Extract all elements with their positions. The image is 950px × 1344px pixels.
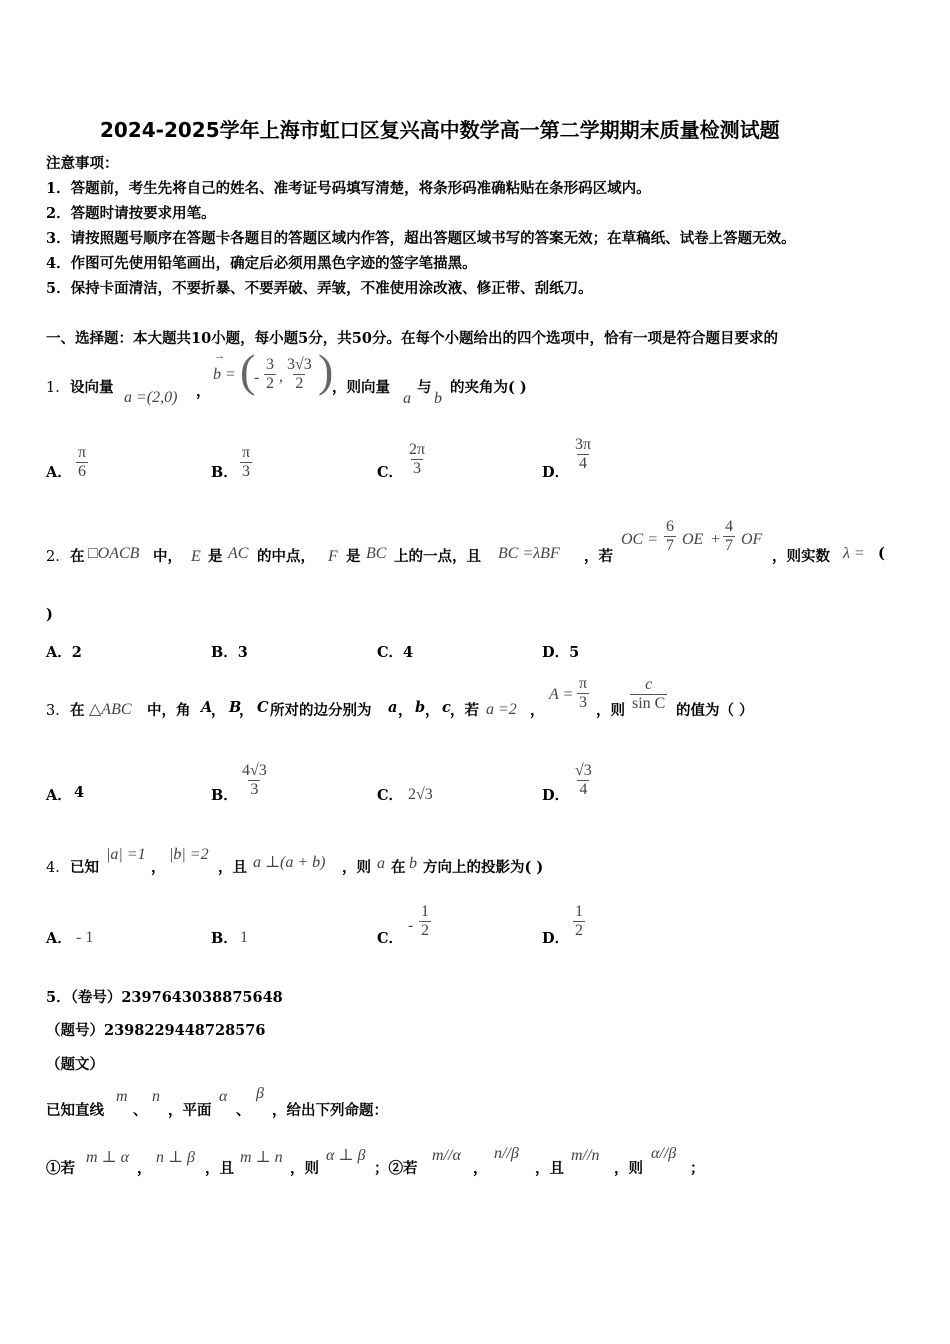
minus-sign: - xyxy=(254,369,260,386)
question-text: 在 xyxy=(391,859,406,876)
formula: b = xyxy=(213,366,236,383)
question-meta: （题文） xyxy=(46,1056,104,1073)
question-text: ，则 xyxy=(614,1160,643,1177)
punctuation: ， xyxy=(211,702,226,719)
question-meta: （题号）2398229448728576 xyxy=(46,1022,266,1039)
notice-item-5: 5．保持卡面清洁，不要折暴、不要弄破、弄皱，不准使用涂改液、修正带、刮纸刀。 xyxy=(46,280,593,297)
formula: a xyxy=(388,699,398,716)
fraction xyxy=(723,518,735,555)
notice-item-1: 1．答题前，考生先将自己的姓名、准考证号码填写清楚，将条形码准确粘贴在条形码区域内。 xyxy=(46,180,651,197)
option-a[interactable]: A． xyxy=(46,930,72,947)
formula: OC = xyxy=(621,531,659,548)
formula: c xyxy=(442,699,451,716)
formula: B xyxy=(229,699,242,716)
option-d-value xyxy=(573,903,585,940)
denominator: 7 xyxy=(725,537,733,554)
punctuation: ， xyxy=(473,1160,488,1177)
option-d[interactable]: D． xyxy=(542,464,570,481)
question-number: 3． xyxy=(46,703,70,719)
formula: F xyxy=(328,548,338,565)
punctuation: ， xyxy=(151,859,166,876)
question-text: ，则实数 xyxy=(772,548,830,565)
option-a[interactable]: A． xyxy=(46,787,72,804)
question-text: 方向上的投影为( ) xyxy=(423,859,544,876)
option-d-value xyxy=(573,436,593,473)
notice-item-2: 2．答题时请按要求用笔。 xyxy=(46,205,216,222)
option-a-value xyxy=(76,444,88,481)
denominator: 2 xyxy=(421,922,429,939)
question-text: 是 xyxy=(346,548,361,565)
option-c[interactable]: C． xyxy=(377,464,404,481)
formula: BC =λBF xyxy=(498,545,560,562)
formula: AC xyxy=(228,545,249,562)
formula: A = xyxy=(549,686,574,703)
numerator: 3 xyxy=(266,356,274,373)
formula: a xyxy=(403,390,411,407)
question-text: 的夹角为( ) xyxy=(450,379,527,396)
numerator: 4 xyxy=(725,518,733,535)
denominator: 4 xyxy=(579,781,588,798)
notice-item-3: 3．请按照题号顺序在答题卡各题目的答题区域内作答，超出答题区域书写的答案无效；在草稿纸、试卷上答题无效。 xyxy=(46,230,796,247)
option-c-value: 2√3 xyxy=(408,786,433,803)
option-d[interactable]: D． xyxy=(542,930,570,947)
question-number: 2． xyxy=(46,549,70,565)
formula: n//β xyxy=(494,1145,519,1162)
denominator: 4 xyxy=(579,455,588,472)
numerator: 4√3 xyxy=(242,762,267,779)
notice-item-4: 4．作图可先使用铅笔画出，确定后必须用黑色字迹的签字笔描黑。 xyxy=(46,255,477,272)
denominator: 3 xyxy=(413,460,422,477)
formula: OF xyxy=(741,531,763,548)
punctuation: 、 xyxy=(236,1102,251,1119)
numerator: 6 xyxy=(666,518,674,535)
question-text: ，平面 xyxy=(168,1102,212,1119)
option-d[interactable]: D．5 xyxy=(542,644,580,661)
formula: E xyxy=(191,548,201,565)
plus-sign: + xyxy=(711,531,721,548)
question-number: 1． xyxy=(46,380,70,396)
question-text: ，且 xyxy=(218,859,247,876)
numerator: 2π xyxy=(409,441,426,458)
question-text: ，则 xyxy=(342,859,371,876)
punctuation: 、 xyxy=(133,1102,148,1119)
denominator: 3 xyxy=(250,781,259,798)
formula: n ⊥ β xyxy=(156,1149,196,1166)
option-b[interactable]: B． xyxy=(211,464,238,481)
question-text: ，则 xyxy=(596,702,625,719)
question-text: ，且 xyxy=(205,1160,234,1177)
option-c-value xyxy=(419,903,431,940)
question-text: 已知 xyxy=(70,859,99,876)
formula: a =(2,0) xyxy=(124,389,178,406)
formula: m ⊥ α xyxy=(86,1149,129,1166)
question-text: ) xyxy=(46,606,53,623)
question-text: 与 xyxy=(417,379,432,396)
numerator: π xyxy=(242,444,251,461)
question-text: 已知直线 xyxy=(46,1102,104,1119)
formula: a ⊥(a + b) xyxy=(253,854,326,871)
question-text: 是 xyxy=(208,548,223,565)
question-text: ，给出下列命题： xyxy=(272,1102,388,1119)
numerator: 1 xyxy=(575,903,583,920)
question-text: 中，角 xyxy=(147,702,191,719)
option-b[interactable]: B． xyxy=(211,787,238,804)
formula: |b| =2 xyxy=(169,846,209,863)
minus-sign: - xyxy=(408,917,414,934)
numerator: 1 xyxy=(421,903,429,920)
fraction xyxy=(577,675,589,712)
formula: m xyxy=(116,1088,128,1105)
punctuation: ， xyxy=(137,1160,152,1177)
formula: a =2 xyxy=(486,701,517,718)
formula: △ABC xyxy=(89,701,132,718)
question-number: 4． xyxy=(46,860,70,876)
formula: n xyxy=(152,1088,160,1105)
question-text: ，若 xyxy=(584,548,613,565)
formula: A xyxy=(201,699,213,716)
numerator: 3π xyxy=(575,436,592,453)
option-a-value: 4 xyxy=(74,784,85,801)
punctuation: ， xyxy=(196,383,211,400)
numerator: √3 xyxy=(575,762,592,779)
formula: OE xyxy=(682,531,704,548)
numerator: π xyxy=(78,444,87,461)
fraction xyxy=(285,356,314,393)
question-text: 上的一点，且 xyxy=(394,548,481,565)
denominator: 2 xyxy=(575,922,583,939)
fraction xyxy=(664,518,676,555)
formula: α ⊥ β xyxy=(326,1147,366,1164)
denominator: 2 xyxy=(295,375,304,392)
option-d[interactable]: D． xyxy=(542,787,570,804)
punctuation: ， xyxy=(398,702,413,719)
option-c[interactable]: C．4 xyxy=(377,644,414,661)
denominator: sin C xyxy=(632,695,666,712)
numerator: c xyxy=(645,676,653,693)
denominator: 3 xyxy=(579,694,588,711)
paren-right: ) xyxy=(318,345,334,396)
formula: λ = xyxy=(843,545,865,562)
question-text: ，且 xyxy=(535,1160,564,1177)
punctuation: ， xyxy=(239,702,254,719)
formula: b xyxy=(409,855,417,872)
page-title: 2024-2025学年上海市虹口区复兴高中数学高一第二学期期末质量检测试题 xyxy=(100,118,780,142)
question-text: 的中点， xyxy=(257,548,315,565)
option-d-value xyxy=(573,762,594,799)
question-text: ①若 xyxy=(46,1160,75,1177)
formula: b xyxy=(434,390,442,407)
formula: b xyxy=(415,699,426,716)
question-meta: 5．（卷号）2397643038875648 xyxy=(46,989,283,1006)
vector-arrow: → xyxy=(214,350,225,362)
option-b-value xyxy=(240,444,252,481)
question-text: 在 xyxy=(70,548,85,565)
question-text: 的值为（ ） xyxy=(676,702,754,719)
question-text: ，则 xyxy=(290,1160,319,1177)
denominator: 3 xyxy=(242,463,251,480)
question-text: 所对的边分别为 xyxy=(270,702,372,719)
formula: α xyxy=(219,1088,228,1105)
formula: m ⊥ n xyxy=(240,1149,283,1166)
option-c[interactable]: C． xyxy=(377,930,404,947)
question-text: 中， xyxy=(153,548,182,565)
paren-left: ( xyxy=(240,345,256,396)
punctuation: ； xyxy=(690,1160,705,1177)
formula: C xyxy=(257,699,269,716)
formula: BC xyxy=(366,545,387,562)
denominator: 2 xyxy=(266,375,274,392)
option-c-value xyxy=(407,441,427,478)
formula: β xyxy=(256,1085,264,1102)
question-text: ( xyxy=(878,545,885,562)
question-text: 设向量 xyxy=(70,379,114,396)
option-a-value: - 1 xyxy=(76,929,94,946)
question-text: ，则向量 xyxy=(332,379,390,396)
option-b-value: 1 xyxy=(240,929,248,946)
option-b-value xyxy=(240,762,269,799)
punctuation: ， xyxy=(425,702,440,719)
section-heading: 一、选择题：本大题共10小题，每小题5分，共50分。在每个小题给出的四个选项中，恰有一项是符合题目要求的 xyxy=(46,330,778,347)
numerator: 3√3 xyxy=(287,356,312,373)
option-c[interactable]: C． xyxy=(377,787,404,804)
formula: □OACB xyxy=(88,545,140,562)
formula: m//n xyxy=(571,1147,600,1164)
option-b[interactable]: B． xyxy=(211,930,238,947)
question-text: 在 xyxy=(70,702,85,719)
punctuation: ， xyxy=(530,702,545,719)
punctuation: , xyxy=(279,368,283,385)
denominator: 7 xyxy=(666,537,674,554)
denominator: 6 xyxy=(78,463,87,480)
notice-heading: 注意事项： xyxy=(46,155,119,172)
fraction xyxy=(630,676,667,713)
formula: α//β xyxy=(651,1145,677,1162)
fraction xyxy=(264,356,276,393)
option-a[interactable]: A．2 xyxy=(46,644,82,661)
numerator: π xyxy=(579,675,588,692)
question-text: ，若 xyxy=(450,702,479,719)
formula: m//α xyxy=(432,1147,461,1164)
formula: |a| =1 xyxy=(106,846,146,863)
formula: a xyxy=(377,855,385,872)
question-text: ；②若 xyxy=(374,1160,418,1177)
option-b[interactable]: B．3 xyxy=(211,644,248,661)
option-a[interactable]: A． xyxy=(46,464,72,481)
